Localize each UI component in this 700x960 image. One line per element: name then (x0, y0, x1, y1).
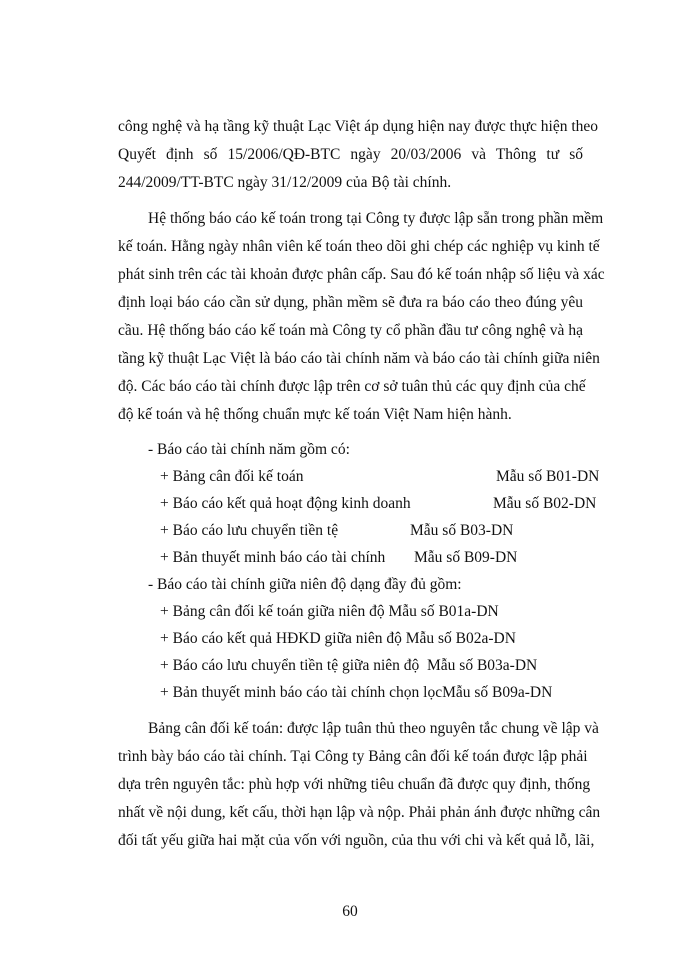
paragraph-3-line: đối tất yếu giữa hai mặt của vốn với nguồn, của thu với chi và kết quả lỗ, lãi, (118, 832, 595, 849)
paragraph-3-line: trình bày báo cáo tài chính. Tại Công ty Bảng cân đối kế toán được lập phải (118, 748, 588, 765)
paragraph-1-line: 244/2009/TT-BTC ngày 31/12/2009 của Bộ tài chính. (118, 174, 452, 191)
paragraph-3-line: dựa trên nguyên tắc: phù hợp với những tiêu chuẩn đã được quy định, thống (118, 776, 591, 793)
paragraph-1-line: Quyết định số 15/2006/QĐ-BTC ngày 20/03/2006 và Thông tư số (118, 146, 583, 163)
interim-report-name: + Bảng cân đối kế toán giữa niên độ (160, 603, 385, 620)
interim-report-item (160, 681, 552, 705)
paragraph-2-line: tầng kỹ thuật Lạc Việt là báo cáo tài chính năm và báo cáo tài chính giữa niên (118, 350, 600, 367)
interim-report-code: Mẫu số B03a-DN (427, 657, 538, 674)
annual-report-item: + Bảng cân đối kế toán (160, 468, 304, 485)
annual-report-code: Mẫu số B01-DN (496, 468, 600, 485)
interim-reports-title: - Báo cáo tài chính giữa niên độ dạng đầy đủ gồm: (148, 576, 462, 593)
paragraph-2-line: độ. Các báo cáo tài chính được lập trên cơ sở tuân thủ các quy định của chế (118, 378, 586, 395)
interim-report-code: Mẫu số B02a-DN (405, 630, 516, 647)
interim-report-code: Mẫu số B09a-DN (442, 684, 553, 701)
paragraph-1-line: công nghệ và hạ tầng kỹ thuật Lạc Việt áp dụng hiện nay được thực hiện theo (118, 118, 599, 135)
paragraph-2-line: Hệ thống báo cáo kế toán trong tại Công ty được lập sẵn trong phần mềm (148, 210, 604, 227)
interim-report-code: Mẫu số B01a-DN (388, 603, 499, 620)
paragraph-3-line: Bảng cân đối kế toán: được lập tuân thủ theo nguyên tắc chung về lập và (148, 720, 599, 737)
annual-reports-title: - Báo cáo tài chính năm gồm có: (148, 441, 350, 458)
annual-report-item: + Bản thuyết minh báo cáo tài chính (160, 549, 386, 566)
interim-report-name: + Bản thuyết minh báo cáo tài chính chọn lọc (160, 684, 443, 701)
paragraph-3-line: nhất về nội dung, kết cấu, thời hạn lập và nộp. Phải phản ánh được những cân (118, 804, 601, 821)
annual-report-code: Mẫu số B02-DN (493, 495, 597, 512)
interim-report-item (160, 600, 499, 624)
paragraph-2-line: cầu. Hệ thống báo cáo kế toán mà Công ty cổ phần đầu tư công nghệ và hạ (118, 322, 583, 339)
page-number: 60 (342, 903, 358, 920)
interim-report-name: + Báo cáo lưu chuyển tiền tệ giữa niên độ (160, 657, 420, 674)
paragraph-2-line: kế toán. Hằng ngày nhân viên kế toán theo dõi ghi chép các nghiệp vụ kinh tế (118, 238, 600, 255)
interim-report-item (160, 627, 516, 651)
paragraph-2-line: độ kế toán và hệ thống chuẩn mực kế toán Việt Nam hiện hành. (118, 406, 512, 423)
annual-report-item: + Báo cáo lưu chuyển tiền tệ (160, 522, 339, 539)
annual-report-item: + Báo cáo kết quả hoạt động kinh doanh (160, 495, 411, 512)
annual-report-code: Mẫu số B03-DN (410, 522, 514, 539)
interim-report-name: + Báo cáo kết quả HĐKD giữa niên độ (160, 630, 402, 647)
interim-report-item (160, 654, 537, 678)
paragraph-2-line: định loại báo cáo cần sử dụng, phần mềm sẽ đưa ra báo cáo theo đúng yêu (118, 294, 583, 311)
annual-report-code: Mẫu số B09-DN (414, 549, 518, 566)
paragraph-2-line: phát sinh trên các tài khoản được phân cấp. Sau đó kế toán nhập số liệu và xác (118, 266, 605, 283)
